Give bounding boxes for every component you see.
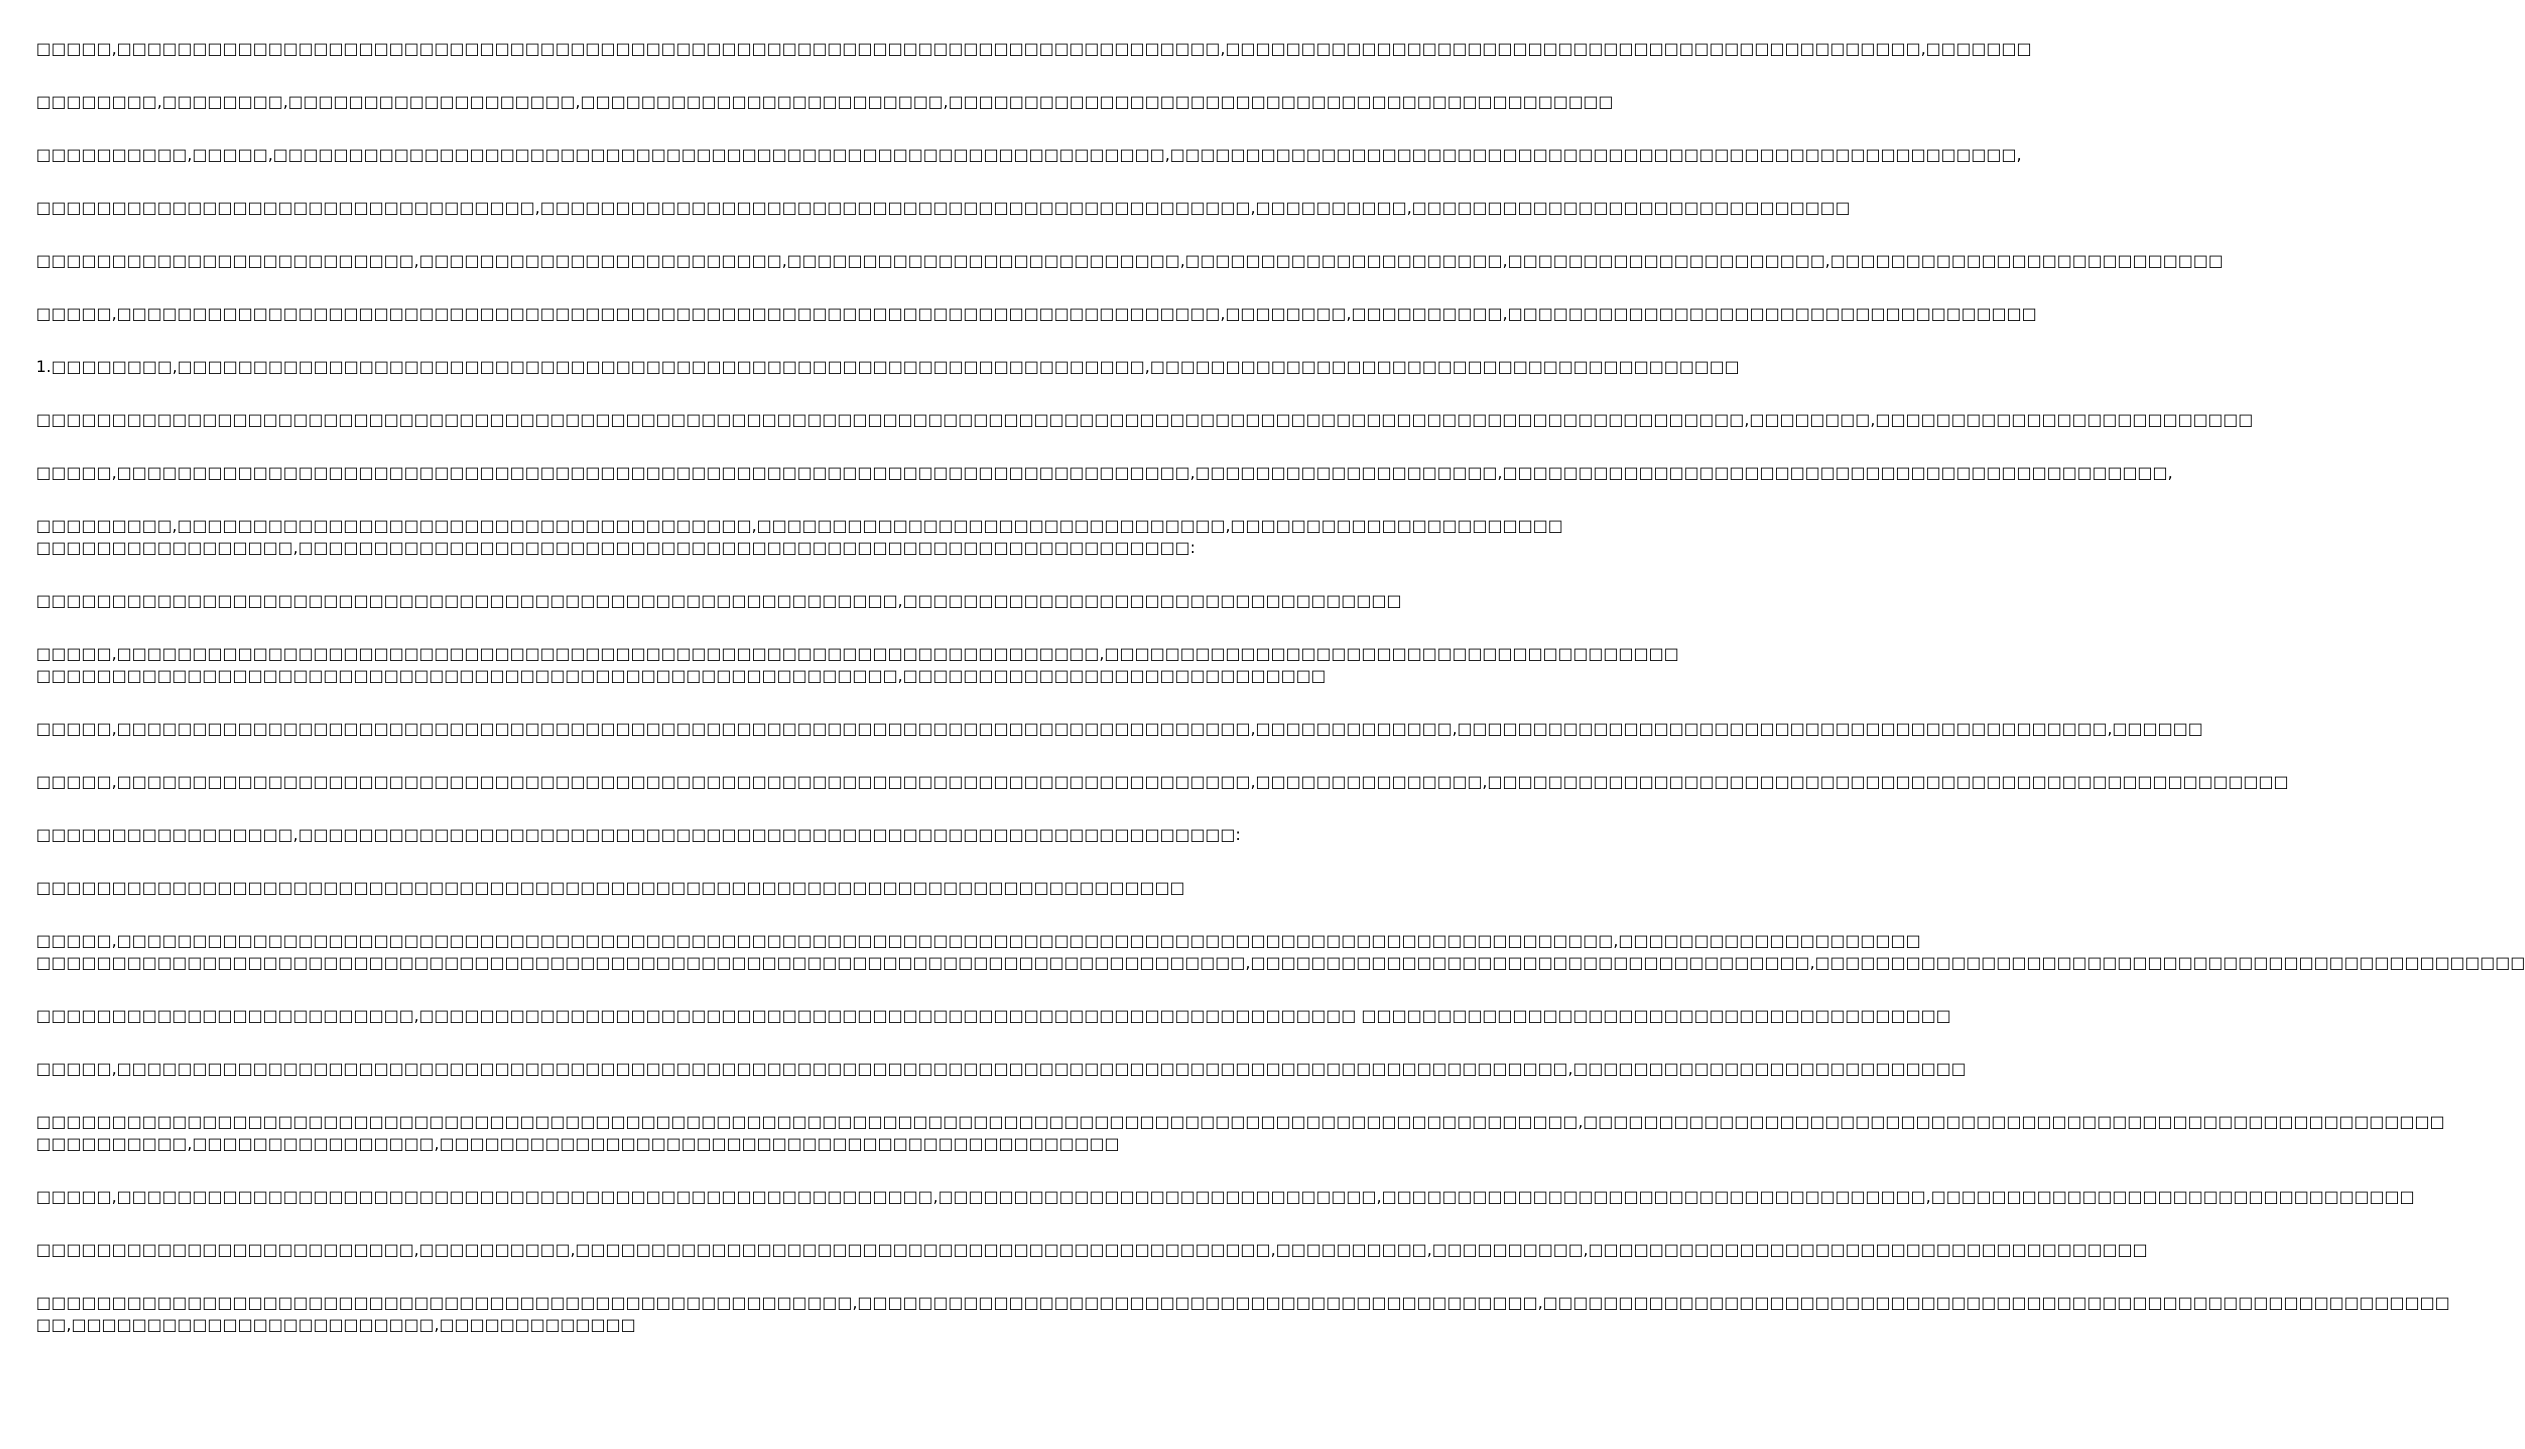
paragraph-1: □□□□□,□□□□□□□□□□□□□□□□□□□□□□□□□□□□□□□□□□□□□□□□□□□□□□□□□□□□□□□□□□□□□□□□□□□□□□□□□,□□□□□□□□□□□□□□□□□□□□□□□□□□□□□□□□□□□□□□□□□□□□□□,□□□□□□□ (36, 39, 2032, 58)
paragraph-8: □□□□□□□□□□□□□□□□□□□□□□□□□□□□□□□□□□□□□□□□□□□□□□□□□□□□□□□□□□□□□□□□□□□□□□□□□□□□□□□□□□□□□□□□□□□□□□□□□□□□□□□□□□□□□□□□□,□□□□□□□□,□□□□□□□□□□□□□□□□□□□□□□□□□ (36, 410, 2254, 429)
paragraph-15: □□□□□□□□□□□□□□□□□,□□□□□□□□□□□□□□□□□□□□□□□□□□□□□□□□□□□□□□□□□□□□□□□□□□□□□□□□□□□□□□: (36, 825, 1241, 844)
paragraph-14: □□□□□,□□□□□□□□□□□□□□□□□□□□□□□□□□□□□□□□□□□□□□□□□□□□□□□□□□□□□□□□□□□□□□□□□□□□□□□□□□□,□□□□□□□□□□□□□□□,□□□□□□□□□□□□□□□□□□□□□□□□□□□□□□□□□□□□□□□□□□□□□□□□□□□□□ (36, 772, 2289, 791)
document-body (36, 38, 2525, 1367)
paragraph-18: □□□□□□□□□□□□□□□□□□□□□□□□□,□□□□□□□□□□□□□□□□□□□□□□□□□□□□□□□□□□□□□□□□□□□□□□□□□□□□□□□□□□□□□□ □□□□□□□□□□□□□□□□□□□□□□□□□□□□□□□□□□□□□□□ (36, 1006, 1951, 1025)
paragraph-9: □□□□□,□□□□□□□□□□□□□□□□□□□□□□□□□□□□□□□□□□□□□□□□□□□□□□□□□□□□□□□□□□□□□□□□□□□□□□□,□□□□□□□□□□□□□□□□□□□□,□□□□□□□□□□□□□□□□□□□□□□□□□□□□□□□□□□□□□□□□□□□□, (36, 463, 2173, 482)
paragraph-23: □□□□□□□□□□□□□□□□□□□□□□□□□□□□□□□□□□□□□□□□□□□□□□□□□□□□□□,□□□□□□□□□□□□□□□□□□□□□□□□□□□□□□□□□□□□□□□□□□□□□,□□□□□□□□□□□□□□□□□□□□□□□□□□□□□□□□□□□□□□□□□□□□□□□□□□□□□□□□□□□□ □□,□□□□□□□□□□□□□□□□□□□□□□□□,□□□□□□□□□□□□□ (36, 1293, 2450, 1334)
paragraph-13: □□□□□,□□□□□□□□□□□□□□□□□□□□□□□□□□□□□□□□□□□□□□□□□□□□□□□□□□□□□□□□□□□□□□□□□□□□□□□□□□□,□□□□□□□□□□□□□,□□□□□□□□□□□□□□□□□□□□□□□□□□□□□□□□□□□□□□□□□□□,□□□□□□ (36, 719, 2203, 738)
paragraph-22: □□□□□□□□□□□□□□□□□□□□□□□□□,□□□□□□□□□□,□□□□□□□□□□□□□□□□□□□□□□□□□□□□□□□□□□□□□□□□□□□□□□,□□□□□□□□□□,□□□□□□□□□□,□□□□□□□□□□□□□□□□□□□□□□□□□□□□□□□□□□□□□ (36, 1240, 2148, 1259)
paragraph-5: □□□□□□□□□□□□□□□□□□□□□□□□□,□□□□□□□□□□□□□□□□□□□□□□□□,□□□□□□□□□□□□□□□□□□□□□□□□□□,□□□□□□□□□□□□□□□□□□□□□,□□□□□□□□□□□□□□□□□□□□□,□□□□□□□□□□□□□□□□□□□□□□□□□□ (36, 251, 2224, 270)
paragraph-12: □□□□□,□□□□□□□□□□□□□□□□□□□□□□□□□□□□□□□□□□□□□□□□□□□□□□□□□□□□□□□□□□□□□□□□□,□□□□□□□□□□□□□□□□□□□□□□□□□□□□□□□□□□□□□□ □□□□□□□□□□□□□□□□□□□□□□□□□□□□□□□□□□□□□□□□□□□□□□□□□□□□□□□□□,□□□□□□□□□□□□□□□□□□□□□□□□□□□□ (36, 644, 1679, 685)
paragraph-7: 1.□□□□□□□□,□□□□□□□□□□□□□□□□□□□□□□□□□□□□□□□□□□□□□□□□□□□□□□□□□□□□□□□□□□□□□□□□,□□□□□□□□□□□□□□□□□□□□□□□□□□□□□□□□□□□□□□□ (36, 357, 1740, 376)
paragraph-20: □□□□□□□□□□□□□□□□□□□□□□□□□□□□□□□□□□□□□□□□□□□□□□□□□□□□□□□□□□□□□□□□□□□□□□□□□□□□□□□□□□□□□□□□□□□□□□□□□□□□□□,□□□□□□□□□□□□□□□□□□□□□□□□□□□□□□□□□□□□□□□□□□□□□□□□□□□□□□□□□ □□□□□□□□□□,□□□□□□□□□□□□□□□□,□□□□□□□□□□□□□□□□□□□□□□□□□□□□□□□□□□□□□□□□□□□□□ (36, 1112, 2445, 1153)
paragraph-2: □□□□□□□□,□□□□□□□□,□□□□□□□□□□□□□□□□□□□,□□□□□□□□□□□□□□□□□□□□□□□□,□□□□□□□□□□□□□□□□□□□□□□□□□□□□□□□□□□□□□□□□□□□□ (36, 92, 1614, 111)
paragraph-11: □□□□□□□□□□□□□□□□□□□□□□□□□□□□□□□□□□□□□□□□□□□□□□□□□□□□□□□□□,□□□□□□□□□□□□□□□□□□□□□□□□□□□□□□□□□ (36, 591, 1402, 610)
paragraph-6: □□□□□,□□□□□□□□□□□□□□□□□□□□□□□□□□□□□□□□□□□□□□□□□□□□□□□□□□□□□□□□□□□□□□□□□□□□□□□□□,□□□□□□□□,□□□□□□□□□□,□□□□□□□□□□□□□□□□□□□□□□□□□□□□□□□□□□□ (36, 304, 2037, 323)
paragraph-3: □□□□□□□□□□,□□□□□,□□□□□□□□□□□□□□□□□□□□□□□□□□□□□□□□□□□□□□□□□□□□□□□□□□□□□□□□□□□,□□□□□□□□□□□□□□□□□□□□□□□□□□□□□□□□□□□□□□□□□□□□□□□□□□□□□□□□, (36, 145, 2022, 164)
paragraph-16: □□□□□□□□□□□□□□□□□□□□□□□□□□□□□□□□□□□□□□□□□□□□□□□□□□□□□□□□□□□□□□□□□□□□□□□□□□□□ (36, 878, 1185, 897)
paragraph-17: □□□□□,□□□□□□□□□□□□□□□□□□□□□□□□□□□□□□□□□□□□□□□□□□□□□□□□□□□□□□□□□□□□□□□□□□□□□□□□□□□□□□□□□□□□□□□□□□□□□□□□□□□,□□□□□□□□□□□□□□□□□□□□ □□□□□□□□□□□□□□□□□□□□□□□□□□□□□□□□□□□□□□□□□□□□□□□□□□□□□□□□□□□□□□□□□□□□□□□□□□□□□□□□,□□□□□□□□□□□□□□□□□□□□□□□□□□□□□□□□□□□□□,□□□□□□□□□□□□□□□□□□□□□□□□□□□□□□□□□□□□□□□□□□□□□□□ (36, 931, 2525, 972)
paragraph-10: □□□□□□□□□,□□□□□□□□□□□□□□□□□□□□□□□□□□□□□□□□□□□□□□,□□□□□□□□□□□□□□□□□□□□□□□□□□□□□□□,□□□□□□□□□□□□□□□□□□□□□□ □□□□□□□□□□□□□□□□□,□□□□□□□□□□□□□□□□□□□□□□□□□□□□□□□□□□□□□□□□□□□□□□□□□□□□□□□□□□□: (36, 516, 1563, 557)
paragraph-21: □□□□□,□□□□□□□□□□□□□□□□□□□□□□□□□□□□□□□□□□□□□□□□□□□□□□□□□□□□□□,□□□□□□□□□□□□□□□□□□□□□□□□□□□□□,□□□□□□□□□□□□□□□□□□□□□□□□□□□□□□□□□□□□,□□□□□□□□□□□□□□□□□□□□□□□□□□□□□□□□ (36, 1187, 2415, 1206)
paragraph-4: □□□□□□□□□□□□□□□□□□□□□□□□□□□□□□□□□,□□□□□□□□□□□□□□□□□□□□□□□□□□□□□□□□□□□□□□□□□□□□□□□,□□□□□□□□□□,□□□□□□□□□□□□□□□□□□□□□□□□□□□□□ (36, 198, 1851, 217)
paragraph-19: □□□□□,□□□□□□□□□□□□□□□□□□□□□□□□□□□□□□□□□□□□□□□□□□□□□□□□□□□□□□□□□□□□□□□□□□□□□□□□□□□□□□□□□□□□□□□□□□□□□□□□,□□□□□□□□□□□□□□□□□□□□□□□□□□ (36, 1059, 1967, 1078)
